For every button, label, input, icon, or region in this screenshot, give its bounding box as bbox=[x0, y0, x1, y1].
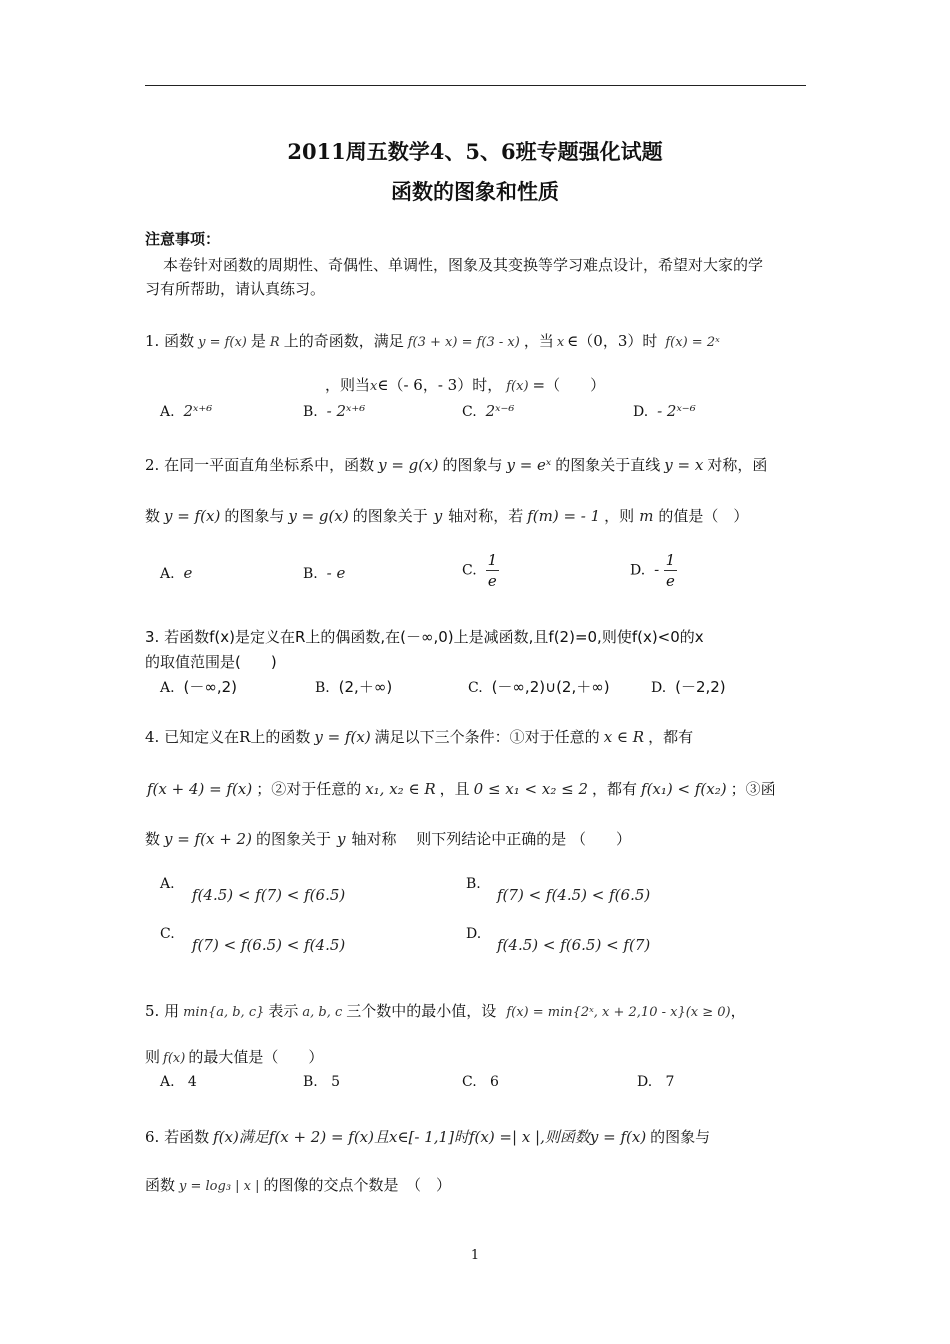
q1-option-d bbox=[633, 402, 696, 420]
text-span: C. bbox=[462, 1074, 477, 1090]
q1-text: ，当 bbox=[523, 332, 554, 350]
text-span: 的最大值是（ ） bbox=[188, 1048, 324, 1066]
notice-line-2: 习有所帮助，请认真练习。 bbox=[145, 280, 326, 298]
text-span: B. bbox=[466, 876, 481, 892]
q2-math: y = x bbox=[664, 456, 704, 474]
q2-math: y = g(x) bbox=[378, 456, 439, 474]
text-span: B. bbox=[315, 680, 330, 696]
text-span: B. bbox=[303, 1074, 318, 1090]
q1-line-1 bbox=[145, 330, 720, 351]
q2-line-2 bbox=[145, 505, 748, 526]
text-span: 6 bbox=[490, 1074, 499, 1090]
text-span: B. bbox=[303, 566, 318, 582]
q2-math: f(m) = - 1 bbox=[527, 507, 601, 525]
q2-option-a bbox=[160, 564, 192, 582]
text-span: A. bbox=[160, 404, 175, 420]
q4-option-d bbox=[466, 926, 481, 942]
q1-math: y = f(x) bbox=[198, 335, 247, 350]
page-subtitle: 函数的图象和性质 bbox=[391, 179, 559, 204]
text-span: D. bbox=[630, 562, 646, 579]
q1-math: R bbox=[269, 335, 280, 350]
text-span: 7 bbox=[665, 1074, 675, 1090]
q3-option-a bbox=[160, 676, 237, 697]
q4-math: x ∈ R bbox=[603, 728, 645, 746]
q6-line-2 bbox=[145, 1174, 451, 1195]
q2-math: y = eˣ bbox=[506, 456, 552, 474]
text-span: D. bbox=[651, 680, 667, 696]
q1-text: ∈（- 6，- 3）时， bbox=[377, 376, 503, 394]
text-span: 的图象与 bbox=[442, 456, 503, 474]
text-span: 的图像的交点个数是 （ ） bbox=[263, 1176, 452, 1194]
q1-text: 是 bbox=[250, 332, 266, 350]
text-span: 的图象关于 bbox=[352, 507, 428, 525]
text-span: 5 bbox=[331, 1074, 341, 1090]
q4-line-2 bbox=[147, 778, 776, 799]
q1-line-2 bbox=[325, 374, 605, 395]
q4-option-c bbox=[160, 926, 175, 942]
text-span: - 2ˣ⁺⁶ bbox=[326, 402, 366, 420]
text-span: 对称，函 bbox=[707, 456, 768, 474]
q1-math: f(3 + x) = f(3 - x) bbox=[407, 335, 520, 350]
q1-option-b bbox=[303, 402, 365, 420]
text-span: - bbox=[654, 560, 660, 579]
q1-math: x bbox=[556, 335, 565, 350]
q5-math: min{a, b, c} bbox=[183, 1005, 265, 1020]
q2-option-b bbox=[303, 564, 345, 582]
text-span: (－2,2) bbox=[675, 678, 726, 696]
q1-option-a bbox=[160, 402, 212, 420]
q5-option-b bbox=[303, 1074, 340, 1090]
text-span: C. bbox=[160, 926, 175, 942]
q4-math: y = f(x + 2) bbox=[164, 830, 252, 848]
q2-line-1 bbox=[145, 454, 767, 475]
text-span: 满足以下三个条件：①对于任意的 bbox=[374, 728, 600, 746]
q3-line-2: 的取值范围是( ) bbox=[145, 653, 277, 671]
text-span: 2ˣ⁺⁶ bbox=[183, 402, 213, 420]
q4-option-a-value: f(4.5) < f(7) < f(6.5) bbox=[192, 886, 346, 904]
text-span: 4 bbox=[187, 1074, 197, 1090]
q6-line-1 bbox=[145, 1126, 710, 1147]
text-span: 2. 在同一平面直角坐标系中，函数 bbox=[145, 456, 375, 474]
q5-math: a, b, c bbox=[302, 1005, 343, 1020]
text-span: e bbox=[487, 572, 497, 590]
text-span: 轴对称 则下列结论中正确的是 （ ） bbox=[351, 830, 632, 848]
text-span: 的图象关于直线 bbox=[555, 456, 661, 474]
text-span: ；③函 bbox=[730, 780, 776, 798]
q4-option-b bbox=[466, 876, 481, 892]
text-span: 5. 用 bbox=[145, 1002, 180, 1020]
text-span: C. bbox=[468, 680, 483, 696]
text-span: 三个数中的最小值，设 bbox=[346, 1002, 497, 1020]
q6-math: f(x)满足f(x + 2) = f(x)且x∈[- 1,1]时f(x) =| x |,则函数y = f(x) bbox=[213, 1128, 647, 1146]
q1-text: =（ ） bbox=[532, 376, 606, 394]
text-span: 轴对称，若 bbox=[448, 507, 524, 525]
text-span: 2ˣ⁻⁶ bbox=[485, 402, 515, 420]
q1-text: ∈（0，3）时 bbox=[567, 332, 658, 350]
q1-text: 上的奇函数，满足 bbox=[283, 332, 404, 350]
q5-math: f(x) bbox=[163, 1051, 186, 1066]
q2-math: y bbox=[433, 507, 443, 525]
text-span: 6. 若函数 bbox=[145, 1128, 210, 1146]
q4-math: y = f(x) bbox=[314, 728, 371, 746]
q4-math: 0 ≤ x₁ < x₂ ≤ 2 bbox=[473, 780, 588, 798]
q5-option-d bbox=[637, 1074, 674, 1090]
text-span: ，都有 bbox=[592, 780, 638, 798]
text-span: A. bbox=[160, 1074, 175, 1090]
q5-line-1 bbox=[145, 1000, 746, 1021]
q1-math: f(x) = 2ˣ bbox=[665, 335, 720, 350]
q6-math: y = log₃ | x | bbox=[179, 1179, 260, 1194]
q3-option-c bbox=[468, 676, 610, 697]
fraction bbox=[486, 550, 500, 591]
text-span: e bbox=[665, 572, 675, 590]
q5-option-a bbox=[160, 1074, 197, 1090]
q1-text: 1. 函数 bbox=[145, 332, 195, 350]
q2-option-c bbox=[462, 550, 499, 591]
q3-line-1: 3. 若函数f(x)是定义在R上的偶函数,在(－∞,0)上是减函数,且f(2)=0,则使f(x)<0的x bbox=[145, 628, 704, 646]
q5-math: f(x) = min{2ˣ, x + 2,10 - x}(x ≥ 0) bbox=[506, 1005, 731, 1020]
text-span: 的值是（ ） bbox=[658, 507, 749, 525]
q1-option-c bbox=[462, 402, 514, 420]
text-span: ；②对于任意的 bbox=[256, 780, 362, 798]
q4-line-3 bbox=[145, 828, 631, 849]
text-span: - 2ˣ⁻⁶ bbox=[657, 402, 696, 420]
text-span: 的图象与 bbox=[224, 507, 285, 525]
text-span: ，且 bbox=[439, 780, 470, 798]
text-span: 的图象关于 bbox=[255, 830, 331, 848]
text-span: 1 bbox=[665, 551, 676, 569]
q4-math: f(x₁) < f(x₂) bbox=[641, 780, 727, 798]
text-span: 函数 bbox=[145, 1176, 176, 1194]
page-title: 2011周五数学4、5、6班专题强化试题 bbox=[287, 139, 663, 164]
text-span: 数 bbox=[145, 830, 161, 848]
text-span: 4. 已知定义在R上的函数 bbox=[145, 728, 311, 746]
text-span: B. bbox=[303, 404, 318, 420]
q4-option-a bbox=[160, 876, 175, 892]
text-span: D. bbox=[633, 404, 649, 420]
text-span: A. bbox=[160, 680, 175, 696]
text-span: 数 bbox=[145, 507, 161, 525]
text-span: - e bbox=[326, 564, 346, 582]
notice-line-1: 本卷针对函数的周期性、奇偶性、单调性，图象及其变换等学习难点设计，希望对大家的学 bbox=[163, 256, 764, 274]
q4-line-1 bbox=[145, 726, 693, 747]
q4-math: x₁, x₂ ∈ R bbox=[365, 780, 436, 798]
text-span: (－∞,2) bbox=[183, 678, 237, 696]
text-span: C. bbox=[462, 404, 477, 420]
text-span: A. bbox=[160, 566, 175, 582]
text-span: 1 bbox=[487, 551, 498, 569]
q2-math: m bbox=[639, 507, 654, 525]
text-span: ，都有 bbox=[648, 728, 694, 746]
text-span: ，则 bbox=[604, 507, 635, 525]
q3-option-b bbox=[315, 676, 392, 697]
text-span: 表示 bbox=[268, 1002, 299, 1020]
text-span: D. bbox=[637, 1074, 653, 1090]
notice-heading: 注意事项： bbox=[145, 230, 221, 248]
text-span: (－∞,2)∪(2,＋∞) bbox=[491, 678, 610, 696]
q2-math: y = g(x) bbox=[288, 507, 349, 525]
text-span: (2,＋∞) bbox=[338, 678, 393, 696]
q1-math: f(x) bbox=[506, 379, 529, 394]
text-span: 则 bbox=[145, 1048, 161, 1066]
text-span: ， bbox=[730, 1002, 746, 1020]
text-span: A. bbox=[160, 876, 175, 892]
q5-line-2 bbox=[145, 1046, 323, 1067]
q3-option-d bbox=[651, 676, 726, 697]
q1-math: x bbox=[370, 379, 378, 394]
text-span: C. bbox=[462, 562, 477, 579]
q2-option-d bbox=[630, 550, 677, 591]
page-number: 1 bbox=[470, 1248, 480, 1263]
text-span: D. bbox=[466, 926, 482, 942]
fraction bbox=[664, 550, 678, 591]
q4-option-c-value: f(7) < f(6.5) < f(4.5) bbox=[192, 936, 346, 954]
q4-option-b-value: f(7) < f(4.5) < f(6.5) bbox=[497, 886, 651, 904]
q4-option-d-value: f(4.5) < f(6.5) < f(7) bbox=[497, 936, 651, 954]
q5-option-c bbox=[462, 1074, 499, 1090]
q4-math: f(x + 4) = f(x) bbox=[147, 780, 253, 798]
header-rule bbox=[145, 85, 806, 86]
text-span: 的图象与 bbox=[650, 1128, 711, 1146]
q2-math: y = f(x) bbox=[164, 507, 221, 525]
text-span: e bbox=[183, 564, 193, 582]
q1-text: ，则当 bbox=[325, 376, 371, 394]
q4-math: y bbox=[336, 830, 346, 848]
